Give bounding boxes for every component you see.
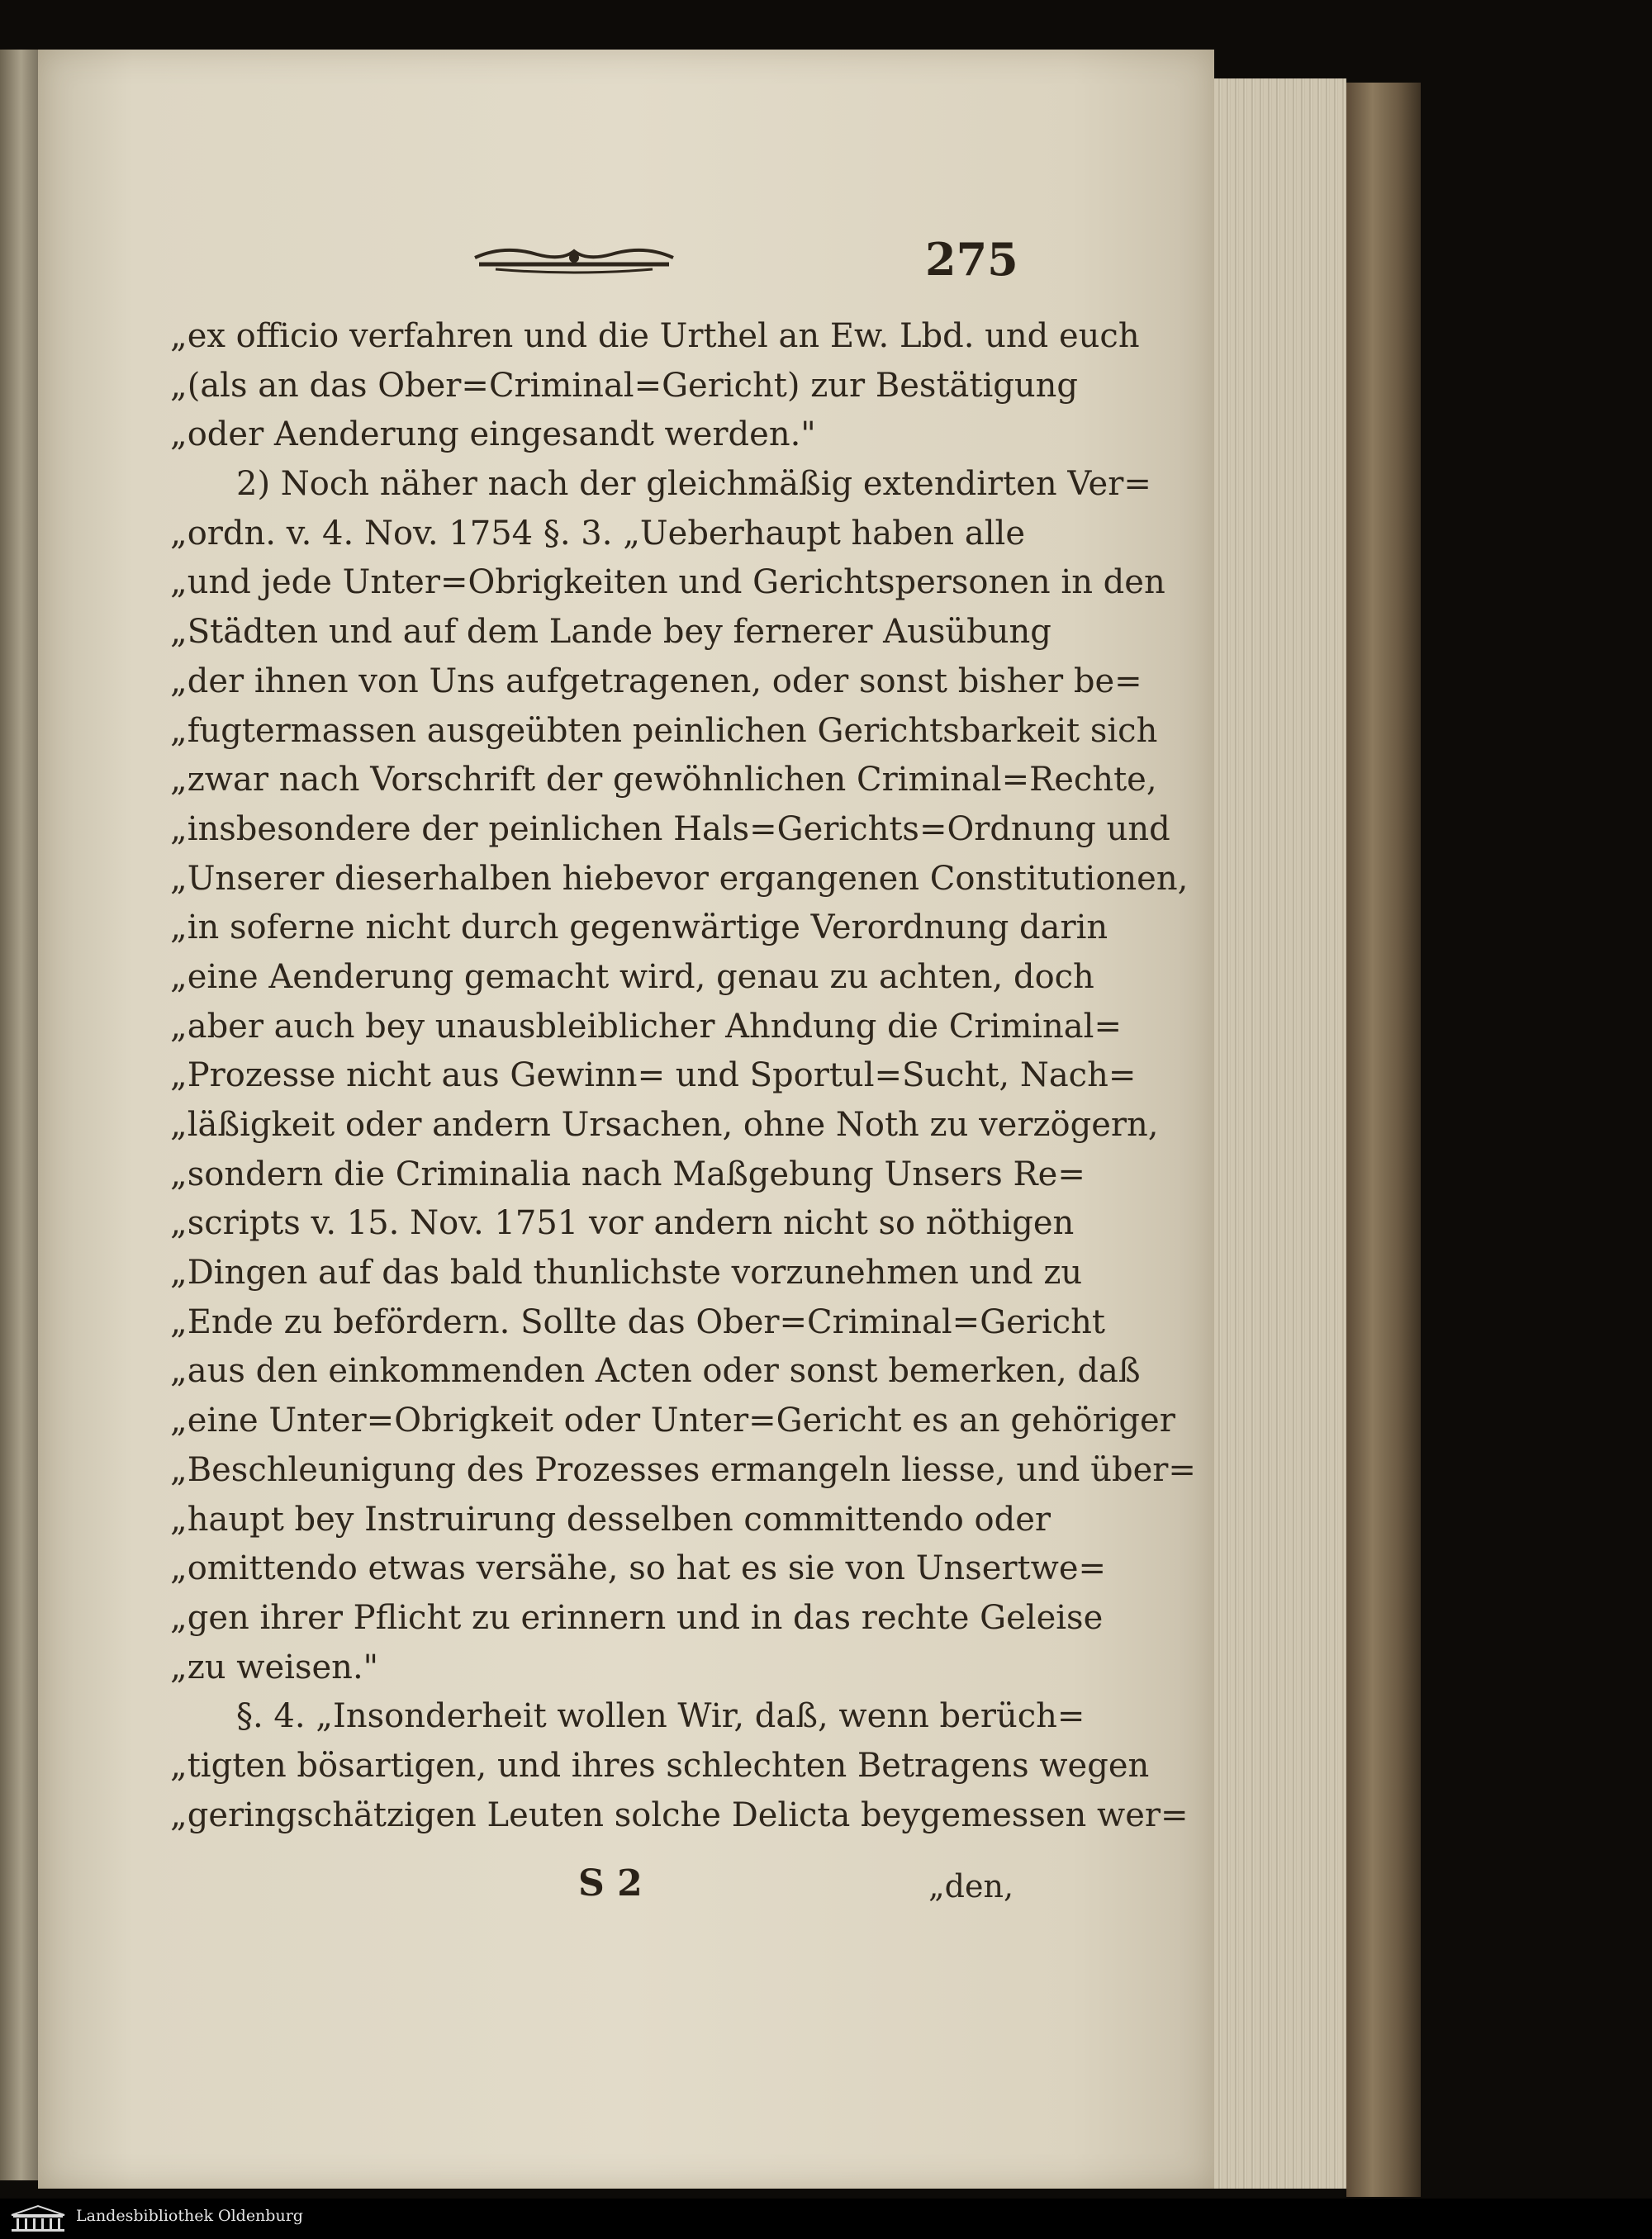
text-line: „der ihnen von Uns aufgetragenen, oder sonst bisher be= (170, 662, 1142, 700)
text-line: „und jede Unter=Obrigkeiten und Gerichtspersonen in den (170, 563, 1165, 602)
book-cover-edge (1346, 83, 1421, 2197)
text-line: „Beschleunigung des Prozesses ermangeln liesse, und über= (170, 1450, 1196, 1489)
text-line: „in soferne nicht durch gegenwärtige Verordnung darin (170, 908, 1108, 947)
header-ornament-icon (471, 240, 677, 277)
text-line: „eine Aenderung gemacht wird, genau zu achten, doch (170, 957, 1094, 996)
text-line: „fugtermassen ausgeübten peinlichen Gerichtsbarkeit sich (170, 711, 1158, 750)
text-line: „eine Unter=Obrigkeit oder Unter=Gericht es an gehöriger (170, 1402, 1175, 1440)
text-line: „scripts v. 15. Nov. 1751 vor andern nicht so nöthigen (170, 1204, 1075, 1243)
signature-mark: S 2 (578, 1862, 643, 1905)
text-line: „zwar nach Vorschrift der gewöhnlichen Criminal=Rechte, (170, 761, 1157, 799)
text-line: „aber auch bey unausbleiblicher Ahndung die Criminal= (170, 1007, 1122, 1046)
text-line: „Städten und auf dem Lande bey fernerer Ausübung (170, 613, 1051, 652)
library-building-icon (8, 2203, 68, 2233)
text-line: „zu weisen." (170, 1648, 379, 1686)
page-block-edges (1214, 78, 1346, 2189)
text-line: „ordn. v. 4. Nov. 1754 §. 3. „Ueberhaupt haben alle (170, 514, 1025, 553)
footer-library-label: Landesbibliothek Oldenburg (76, 2207, 303, 2225)
text-line: „haupt bey Instruirung desselben committendo oder (170, 1500, 1051, 1539)
catchword: „den, (928, 1868, 1014, 1905)
text-line: „ex officio verfahren und die Urthel an Ew. Lbd. und euch (170, 317, 1140, 355)
text-line: „omittendo etwas versähe, so hat es sie von Unsertwe= (170, 1549, 1107, 1588)
text-line: „läßigkeit oder andern Ursachen, ohne Noth zu verzögern, (170, 1106, 1159, 1144)
text-line: „geringschätzigen Leuten solche Delicta beygemessen wer= (170, 1795, 1189, 1834)
text-line: „gen ihrer Pflicht zu erinnern und in das rechte Geleise (170, 1598, 1104, 1637)
text-line: „Unserer dieserhalben hiebevor ergangenen Constitutionen, (170, 859, 1189, 898)
text-line: „insbesondere der peinlichen Hals=Gerichts=Ordnung und (170, 809, 1170, 848)
text-line: „aus den einkommenden Acten oder sonst bemerken, daß (170, 1352, 1141, 1391)
text-line: 2) Noch näher nach der gleichmäßig extendirten Ver= (236, 465, 1151, 504)
previous-page-edge (0, 50, 38, 2180)
page-number: 275 (925, 233, 1018, 286)
text-line: „oder Aenderung eingesandt werden." (170, 415, 816, 454)
text-line: „Dingen auf das bald thunlichste vorzunehmen und zu (170, 1254, 1083, 1293)
text-line: „(als an das Ober=Criminal=Gericht) zur Bestätigung (170, 366, 1078, 405)
page-text (170, 312, 1196, 1840)
text-line: „sondern die Criminalia nach Maßgebung Unsers Re= (170, 1155, 1085, 1193)
text-line: „Ende zu befördern. Sollte das Ober=Criminal=Gericht (170, 1302, 1105, 1341)
text-line: §. 4. „Insonderheit wollen Wir, daß, wenn berüch= (236, 1697, 1085, 1736)
text-line: „tigten bösartigen, und ihres schlechten Betragens wegen (170, 1746, 1150, 1785)
text-line: „Prozesse nicht aus Gewinn= und Sportul=Sucht, Nach= (170, 1056, 1137, 1095)
